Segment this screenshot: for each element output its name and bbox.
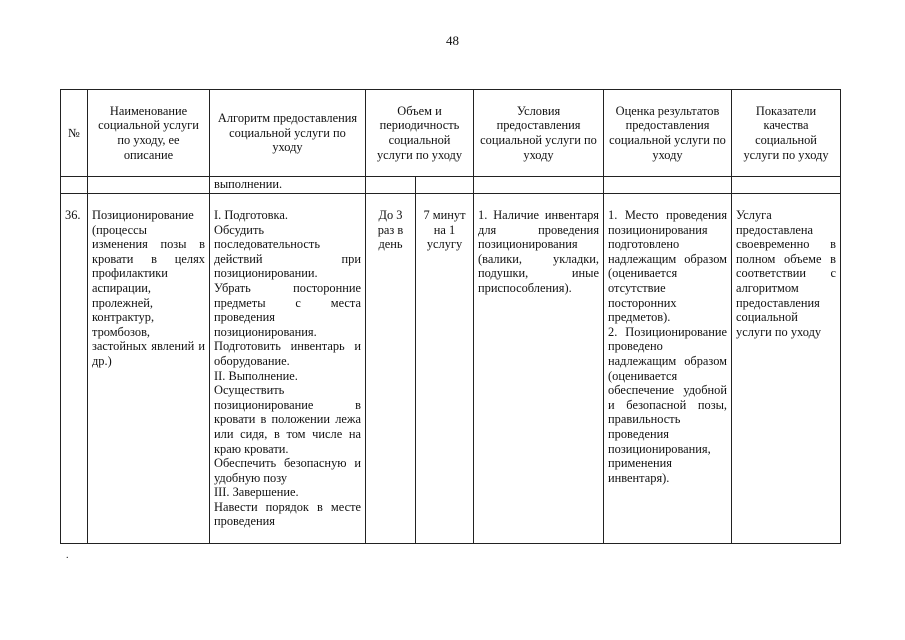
services-table [60,89,841,544]
table-row [61,194,841,544]
cell-empty [474,177,604,194]
algorithm-line: Осуществить позиционирование в кровати в положении лежа или сидя, в том числе на краю кровати. [214,383,361,456]
algorithm-line: II. Выполнение. [214,368,298,383]
algorithm-line: III. Завершение. [214,485,299,500]
cell-num: 36. [61,194,88,544]
page-number: 48 [446,33,459,48]
header-row [61,90,841,177]
cell-empty [732,177,841,194]
cell-frequency: До 3 раз в день [366,194,416,544]
cell-evaluation [604,194,732,544]
cell-algorithm [210,194,366,544]
cell-service-name: Позиционирование (процессы изменения позы в кровати в целях профилактики аспирации, пролежней, контрактур, тромбозов, застойных явлений и др.) [88,194,210,544]
header-conditions: Условия предоставления социальной услуги по уходу [474,90,604,177]
cell-empty [366,177,416,194]
header-volume: Объем и периодичность социальной услуги по уходу [366,90,474,177]
header-algorithm: Алгоритм предоставления социальной услуги по уходу [210,90,366,177]
algorithm-line: Навести порядок в месте проведения [214,499,361,529]
header-num: № [61,90,88,177]
algorithm-line: Обеспечить безопасную и удобную позу [214,456,361,485]
header-evaluation: Оценка результатов предоставления социальной услуги по уходу [604,90,732,177]
cell-conditions: 1. Наличие инвентаря для проведения позиционирования (валики, укладки, подушки, иные приспособления). [474,194,604,544]
algorithm-line: I. Подготовка. [214,208,288,222]
cell-empty [604,177,732,194]
evaluation-line: 2. Позиционирование проведено надлежащим образом (оценивается обеспечение удобной и безопасной позы, правильность проведения позиционирования, применения инвентаря). [608,324,728,485]
algorithm-line: Обсудить последовательность действий при позиционировании. [214,222,361,281]
algorithm-line: Убрать посторонние предметы с места проведения позиционирования. [214,280,361,339]
table-row-continuation [61,177,841,194]
cell-duration: 7 минут на 1 услугу [416,194,474,544]
header-name: Наименование социальной услуги по уходу, ее описание [88,90,210,177]
evaluation-line: 1. Место проведения позиционирования подготовлено надлежащим образом (оценивается отсутствие посторонних предметов). [608,208,728,325]
header-indicators: Показатели качества социальной услуги по уходу [732,90,841,177]
cell-empty [61,177,88,194]
cell-algorithm-continuation: выполнении. [210,177,366,194]
footer-mark: . [66,550,69,561]
cell-empty [88,177,210,194]
algorithm-line: Подготовить инвентарь и оборудование. [214,339,361,368]
cell-indicators: Услуга предоставлена своевременно в полном объеме в соответствии с алгоритмом предоставления социальной услуги по уходу [732,194,841,544]
cell-empty [416,177,474,194]
